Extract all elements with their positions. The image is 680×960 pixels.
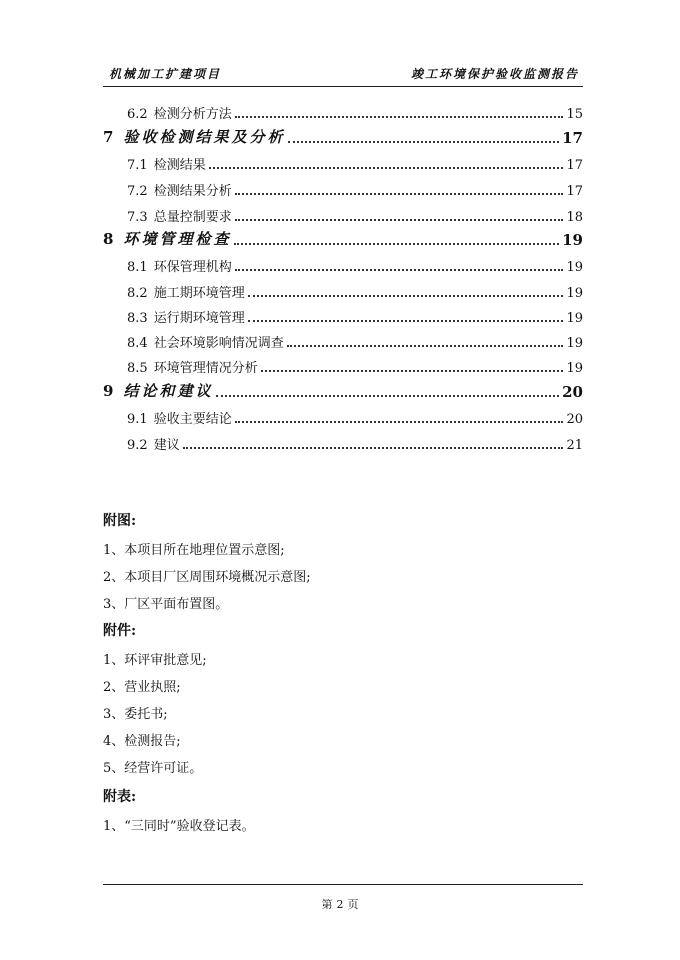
toc-page-number: 17: [562, 129, 583, 147]
attachments-heading: 附件:: [103, 623, 137, 639]
toc-page-number: 21: [566, 438, 583, 453]
toc-title: 总量控制要求: [153, 210, 232, 225]
toc-number: 8.2: [127, 286, 148, 301]
toc-leader: [235, 193, 564, 195]
toc-leader: [287, 345, 564, 347]
toc-leader: [261, 370, 564, 372]
header-report-title: 竣工环境保护验收监测报告: [410, 67, 579, 81]
figures-heading: 附图:: [103, 513, 137, 529]
toc-title: 施工期环境管理: [153, 286, 245, 301]
toc-number: 8.5: [127, 361, 148, 376]
toc-page-number: 15: [566, 107, 583, 122]
toc-number: 8: [103, 230, 114, 248]
attachment-item: 1、环评审批意见;: [103, 653, 207, 668]
table-item: 1、“三同时”验收登记表。: [103, 819, 255, 834]
toc-entry[interactable]: [103, 304, 583, 326]
attachment-item: 5、经营许可证。: [103, 761, 203, 776]
toc-title: 社会环境影响情况调查: [153, 336, 284, 351]
toc-leader: [235, 116, 564, 118]
toc-number: 9.1: [127, 412, 148, 427]
toc-page-number: 19: [566, 336, 583, 351]
attachment-item: 4、检测报告;: [103, 734, 181, 749]
toc-leader: [248, 320, 564, 322]
toc-title: 环境管理检查: [123, 230, 232, 248]
toc-number: 8.3: [127, 311, 148, 326]
toc-title: 环境管理情况分析: [153, 361, 258, 376]
attachment-item: 2、营业执照;: [103, 680, 181, 695]
footer-suffix: 页: [347, 898, 359, 911]
page-footer: [0, 896, 680, 912]
toc-page-number: 20: [566, 412, 583, 427]
toc-entry[interactable]: [103, 100, 583, 122]
toc-page-number: 19: [562, 231, 583, 249]
toc-number: 8.4: [127, 336, 148, 351]
toc-title: 验收主要结论: [153, 412, 232, 427]
attachment-item: 3、委托书;: [103, 707, 168, 722]
toc-entry[interactable]: [103, 227, 583, 249]
toc-leader: [235, 219, 564, 221]
toc-entry[interactable]: [103, 125, 583, 147]
toc-page-number: 19: [566, 361, 583, 376]
toc-leader: [183, 447, 564, 449]
toc-leader: [216, 395, 559, 397]
toc-title: 检测结果: [153, 158, 206, 173]
toc-number: 6.2: [127, 107, 148, 122]
toc-entry[interactable]: [103, 379, 583, 401]
toc-number: 7.3: [127, 210, 148, 225]
toc-entry[interactable]: [103, 431, 583, 453]
figure-item: 3、厂区平面布置图。: [103, 597, 229, 612]
toc-entry[interactable]: [103, 405, 583, 427]
toc-leader: [248, 295, 564, 297]
toc-title: 检测结果分析: [153, 184, 232, 199]
toc-leader: [235, 269, 564, 271]
toc-title: 建议: [153, 438, 180, 453]
footer-page-number: 2: [336, 898, 344, 911]
toc-page-number: 19: [566, 311, 583, 326]
figure-item: 1、本项目所在地理位置示意图;: [103, 543, 285, 558]
toc-entry[interactable]: [103, 279, 583, 301]
tables-heading: 附表:: [103, 789, 137, 805]
footer-prefix: 第: [321, 898, 333, 911]
toc-page-number: 17: [566, 184, 583, 199]
toc-page-number: 19: [566, 286, 583, 301]
toc-number: 9: [103, 382, 114, 400]
toc-title: 环保管理机构: [153, 260, 232, 275]
toc-page-number: 19: [566, 260, 583, 275]
toc-entry[interactable]: [103, 151, 583, 173]
toc-title: 结论和建议: [123, 382, 214, 400]
toc-number: 7.2: [127, 184, 148, 199]
toc-title: 验收检测结果及分析: [123, 128, 286, 146]
toc-entry[interactable]: [103, 354, 583, 376]
toc-leader: [209, 167, 564, 169]
toc-page-number: 17: [566, 158, 583, 173]
toc-entry[interactable]: [103, 177, 583, 199]
toc-leader: [288, 141, 559, 143]
toc-page-number: 20: [562, 383, 583, 401]
toc-title: 运行期环境管理: [153, 311, 245, 326]
toc-leader: [234, 243, 559, 245]
toc-number: 7.1: [127, 158, 148, 173]
figure-item: 2、本项目厂区周围环境概况示意图;: [103, 570, 311, 585]
toc-number: 7: [103, 128, 114, 146]
toc-title: 检测分析方法: [153, 107, 232, 122]
toc-leader: [235, 421, 564, 423]
footer-divider: [103, 884, 583, 885]
header-project-name: 机械加工扩建项目: [109, 67, 222, 81]
toc-page-number: 18: [566, 210, 583, 225]
toc-entry[interactable]: [103, 203, 583, 225]
toc-entry[interactable]: [103, 329, 583, 351]
toc-entry[interactable]: [103, 253, 583, 275]
toc-number: 9.2: [127, 438, 148, 453]
page-header: [103, 62, 583, 87]
toc-number: 8.1: [127, 260, 148, 275]
